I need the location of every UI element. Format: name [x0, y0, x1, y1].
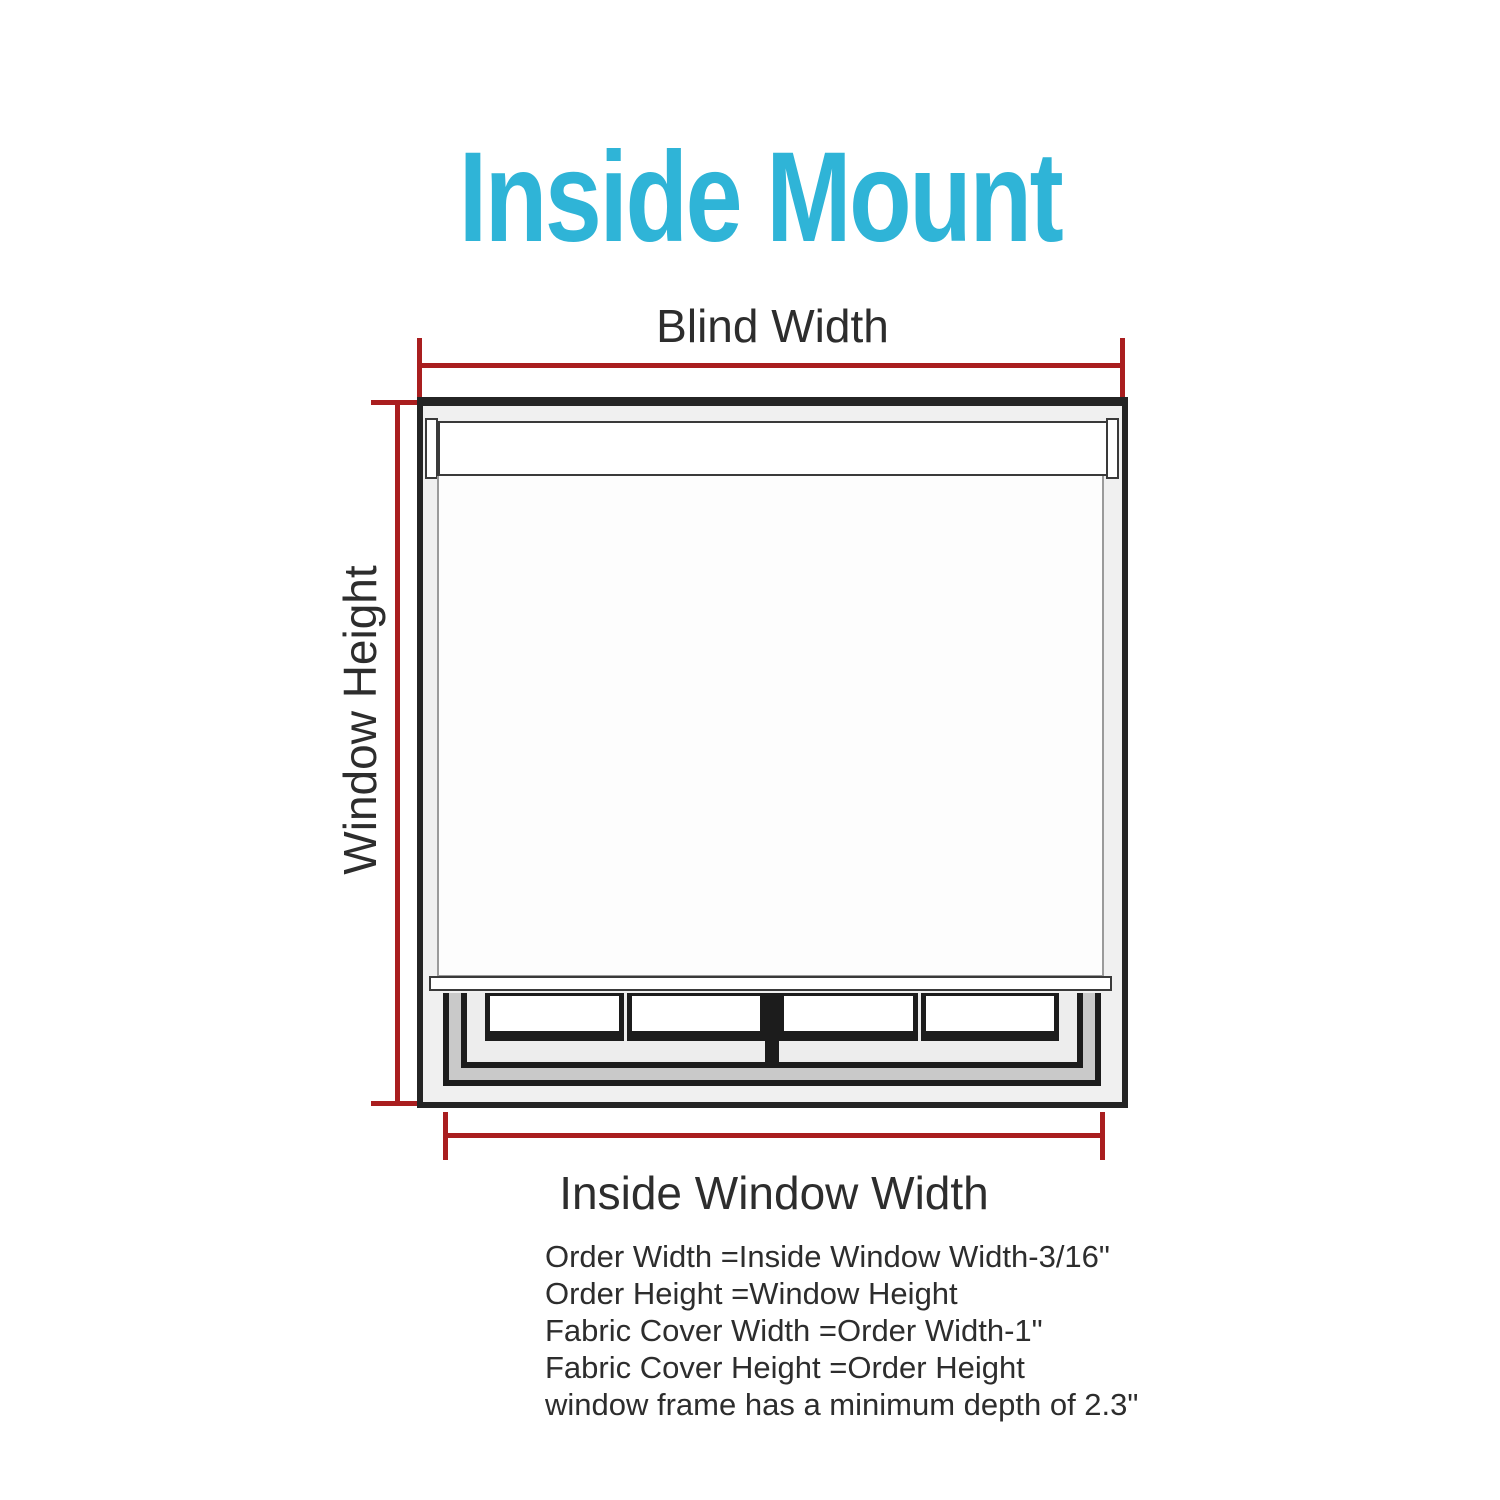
inside-window-width-label: Inside Window Width: [559, 1167, 989, 1219]
inside-width-dimension-line: [443, 1133, 1105, 1138]
page-title: Inside Mount: [458, 126, 1062, 269]
pane-group-right: [779, 993, 1059, 1041]
measurement-notes: [545, 1238, 1138, 1423]
window-height-label: Window Height: [334, 565, 386, 875]
note-line: Fabric Cover Height =Order Height: [545, 1350, 1025, 1385]
note-line: Order Height =Window Height: [545, 1276, 958, 1311]
mounting-bracket-right-icon: [1106, 418, 1119, 479]
mounting-bracket-left-icon: [425, 418, 438, 479]
panes-row: [485, 993, 1059, 1041]
blind-width-dimension-tick-left: [417, 338, 422, 400]
window-opening: [443, 993, 1101, 1086]
window-height-dimension-tick-top: [371, 400, 420, 405]
window-pane: [779, 993, 918, 1041]
blind-width-label: Blind Width: [656, 300, 889, 352]
blind-fabric: [437, 476, 1104, 977]
note-line: window frame has a minimum depth of 2.3": [545, 1387, 1139, 1422]
window-pane: [921, 993, 1060, 1041]
note-line: Fabric Cover Width =Order Width-1": [545, 1313, 1043, 1348]
note-line: Order Width =Inside Window Width-3/16": [545, 1239, 1110, 1274]
window-pane: [485, 993, 624, 1041]
blind-width-dimension-tick-right: [1120, 338, 1125, 400]
window-pane: [627, 993, 766, 1041]
blind-width-dimension-line: [417, 363, 1125, 368]
mullion-spacer: [765, 993, 779, 1041]
roller-header-bar: [438, 421, 1108, 476]
window-height-dimension-tick-bottom: [371, 1101, 420, 1106]
pane-group-left: [485, 993, 765, 1041]
window-height-dimension-line: [395, 400, 400, 1106]
window-sash: [461, 993, 1083, 1068]
hem-bar: [429, 976, 1112, 991]
